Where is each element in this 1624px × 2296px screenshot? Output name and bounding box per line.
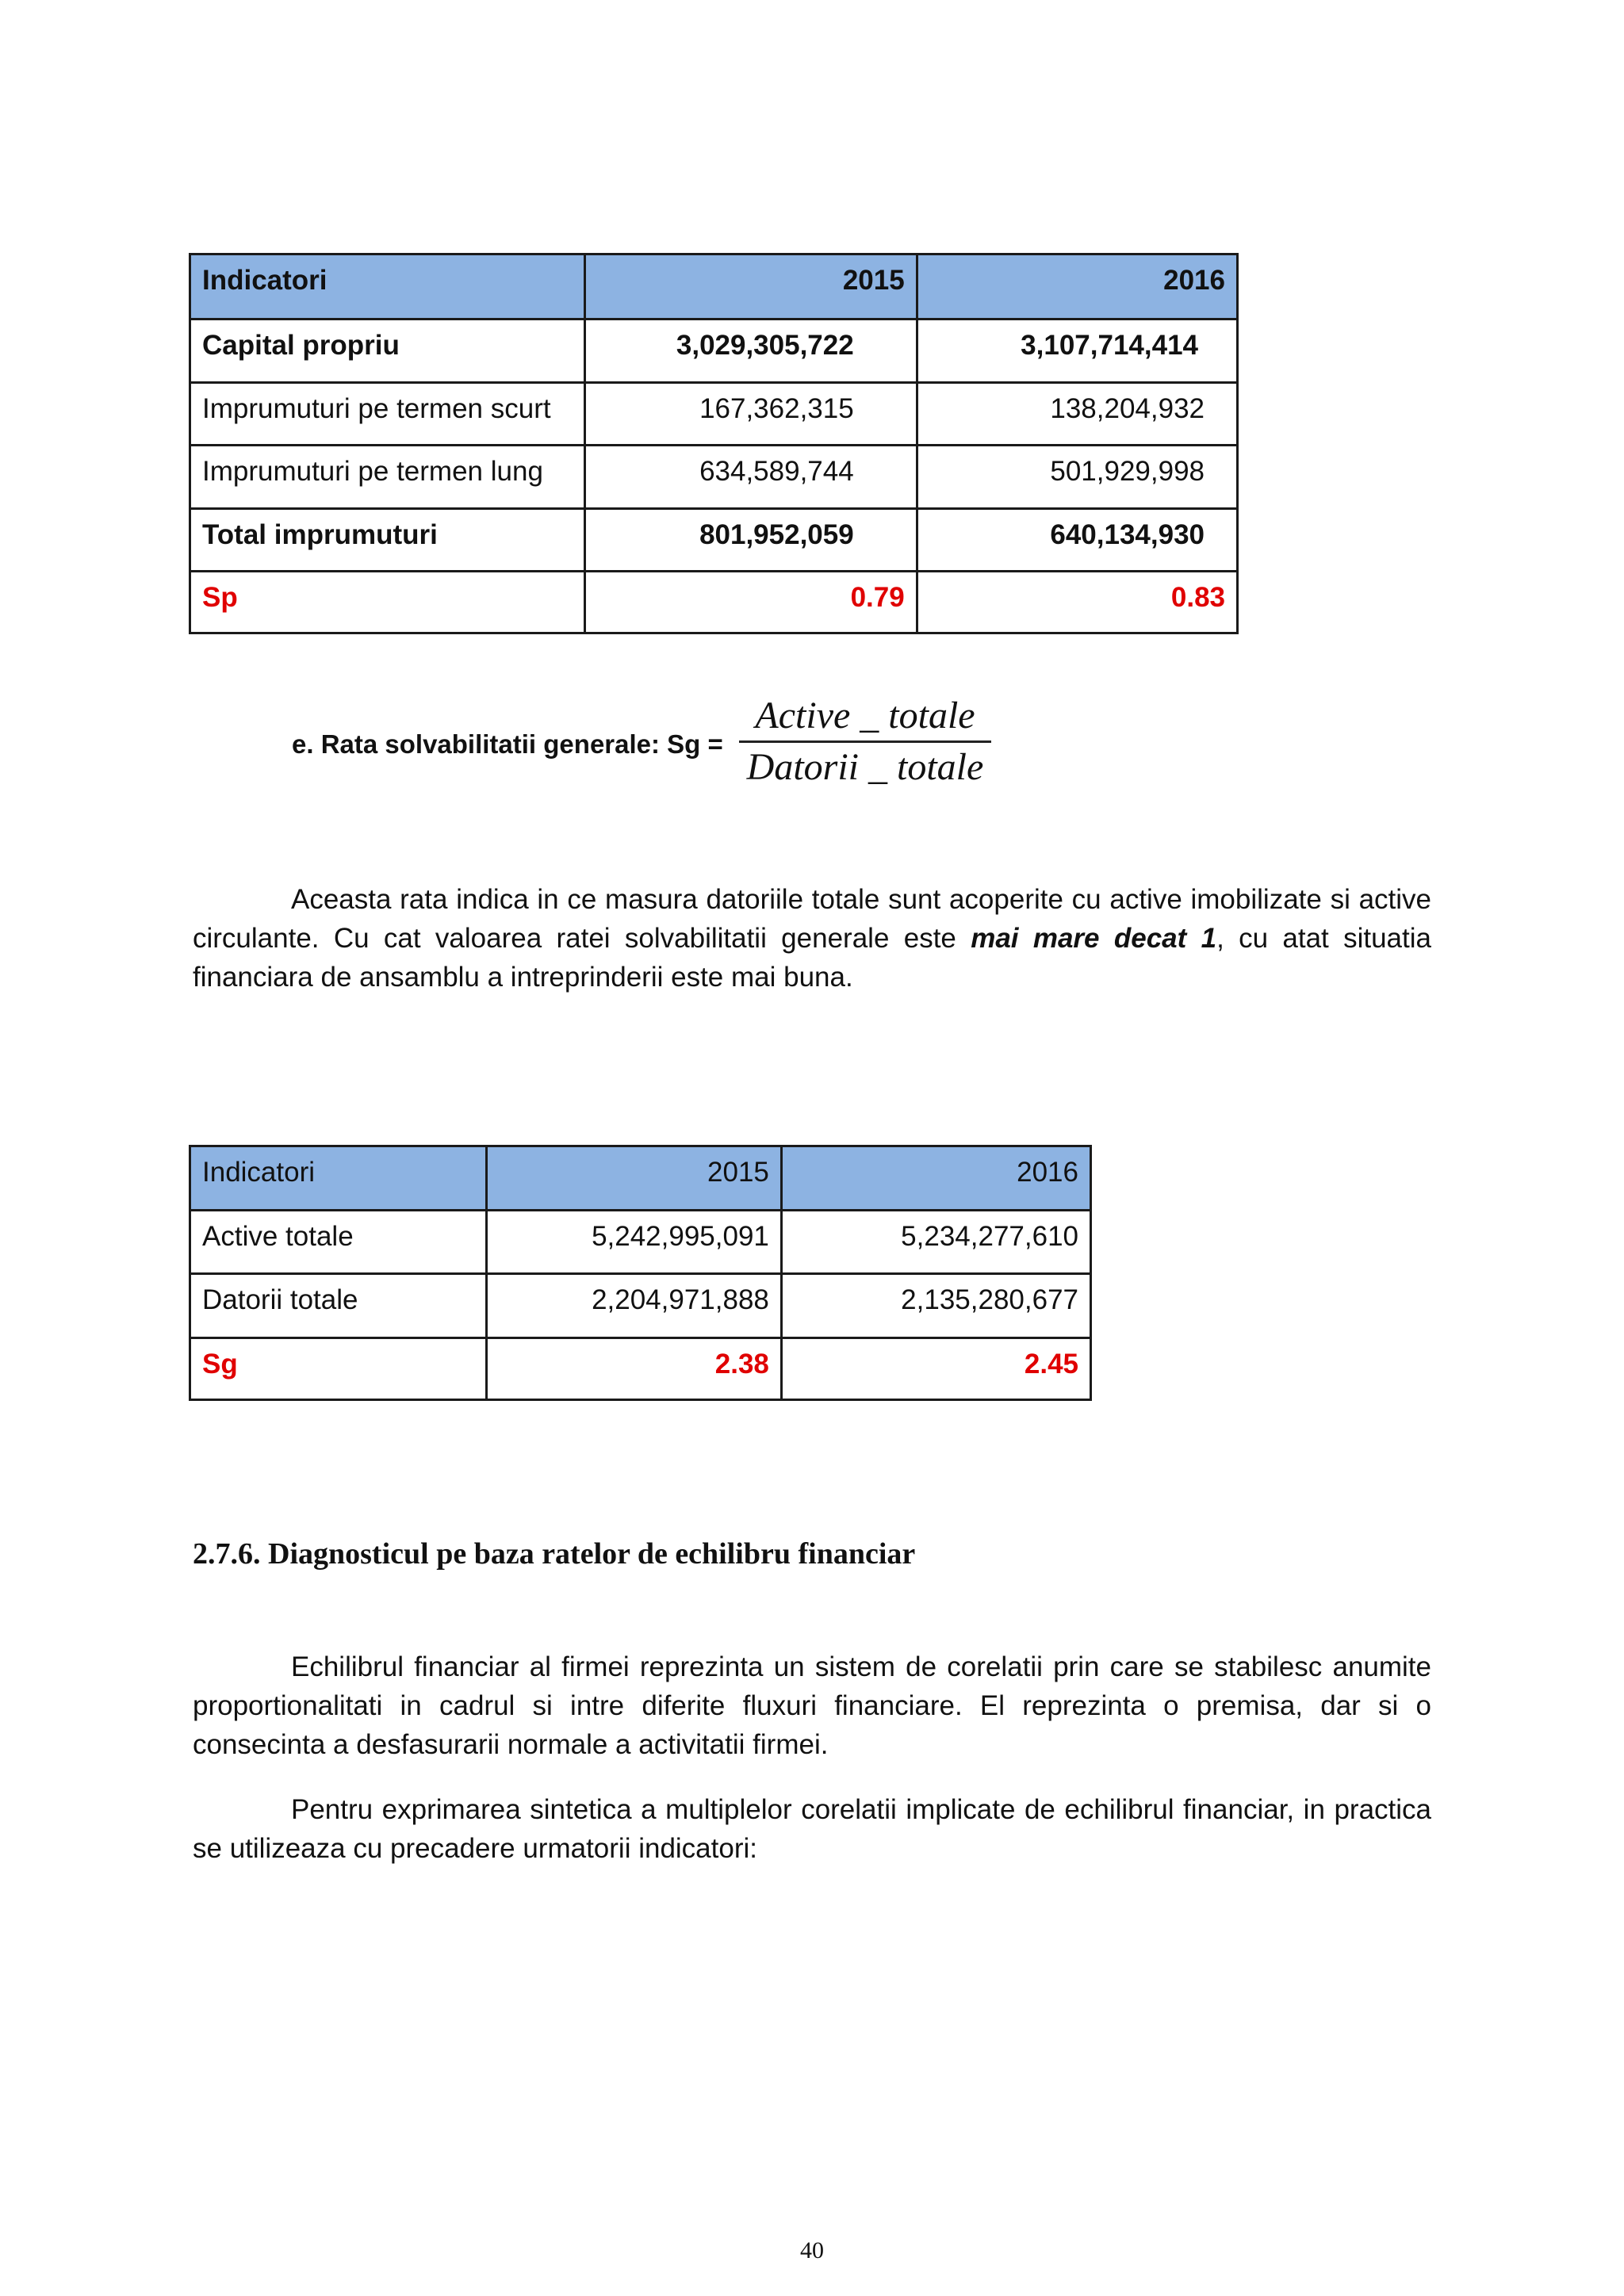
fraction-numerator: Active _ totale: [755, 695, 975, 737]
header-2015: 2015: [486, 1146, 781, 1211]
table-row: [190, 446, 1238, 509]
row-label: Sp: [190, 572, 585, 633]
row-label: Datorii totale: [190, 1274, 487, 1338]
value-2015: 5,242,995,091: [486, 1211, 781, 1274]
section-heading: 2.7.6. Diagnosticul pe baza ratelor de echilibru financiar: [193, 1537, 916, 1571]
row-label: Imprumuturi pe termen lung: [190, 446, 585, 509]
indicators-paragraph: [193, 1790, 1431, 1868]
value-2016: 2.45: [781, 1338, 1090, 1400]
table-row: [190, 1211, 1091, 1274]
header-indicatori: Indicatori: [190, 254, 585, 320]
paragraph-text: Echilibrul financiar al firmei reprezinta un sistem de corelatii prin care se stabilesc anumite proportionalitati in cadrul si intre diferite fluxuri financiare. El reprezinta o premisa, dar si o consecinta a desfasurarii normale a activitatii firmei.: [193, 1651, 1431, 1760]
row-label: Imprumuturi pe termen scurt: [190, 383, 585, 446]
sp-table: [189, 253, 1239, 634]
value-2016: 501,929,998: [917, 446, 1237, 509]
table-row: [190, 572, 1238, 633]
row-label: Sg: [190, 1338, 487, 1400]
row-label: Total imprumuturi: [190, 509, 585, 572]
value-2016: 2,135,280,677: [781, 1274, 1090, 1338]
value-2015: 3,029,305,722: [585, 320, 917, 383]
table-row: [190, 1338, 1091, 1400]
table-row: [190, 509, 1238, 572]
header-2016: 2016: [917, 254, 1237, 320]
header-indicatori: Indicatori: [190, 1146, 487, 1211]
table-row: [190, 383, 1238, 446]
header-2015: 2015: [585, 254, 917, 320]
value-2015: 2,204,971,888: [486, 1274, 781, 1338]
paragraph-text: Pentru exprimarea sintetica a multiplelor corelatii implicate de echilibrul financiar, in practica se utilizeaza cu precadere urmatorii indicatori:: [193, 1794, 1431, 1864]
table-row: [190, 1274, 1091, 1338]
value-2015: 801,952,059: [585, 509, 917, 572]
value-2016: 0.83: [917, 572, 1237, 633]
paragraph-text: Aceasta rata indica in ce masura datoriile totale sunt acoperite cu active imobilizate si active circulante. Cu cat valoarea ratei solvabilitatii generale este: [193, 884, 1431, 954]
table-header-row: [190, 254, 1238, 320]
fraction-denominator: Datorii _ totale: [746, 746, 984, 788]
sg-table: [189, 1145, 1092, 1401]
table-row: [190, 320, 1238, 383]
equilibrium-paragraph: [193, 1647, 1431, 1764]
solvency-paragraph: [193, 880, 1431, 997]
value-2015: 2.38: [486, 1338, 781, 1400]
value-2015: 167,362,315: [585, 383, 917, 446]
row-label: Active totale: [190, 1211, 487, 1274]
paragraph-text-end: , cu atat situatia financiara de ansamblu a intreprinderii este mai buna.: [193, 923, 1431, 993]
formula-label: e. Rata solvabilitatii generale: Sg =: [292, 729, 723, 759]
value-2015: 0.79: [585, 572, 917, 633]
row-label: Capital propriu: [190, 320, 585, 383]
value-2015: 634,589,744: [585, 446, 917, 509]
table-header-row: [190, 1146, 1091, 1211]
value-2016: 3,107,714,414: [917, 320, 1237, 383]
header-2016: 2016: [781, 1146, 1090, 1211]
paragraph-emphasis: mai mare decat 1: [971, 923, 1217, 954]
value-2016: 138,204,932: [917, 383, 1237, 446]
sg-fraction: [736, 693, 994, 792]
value-2016: 5,234,277,610: [781, 1211, 1090, 1274]
page-number: 40: [800, 2237, 824, 2263]
value-2016: 640,134,930: [917, 509, 1237, 572]
